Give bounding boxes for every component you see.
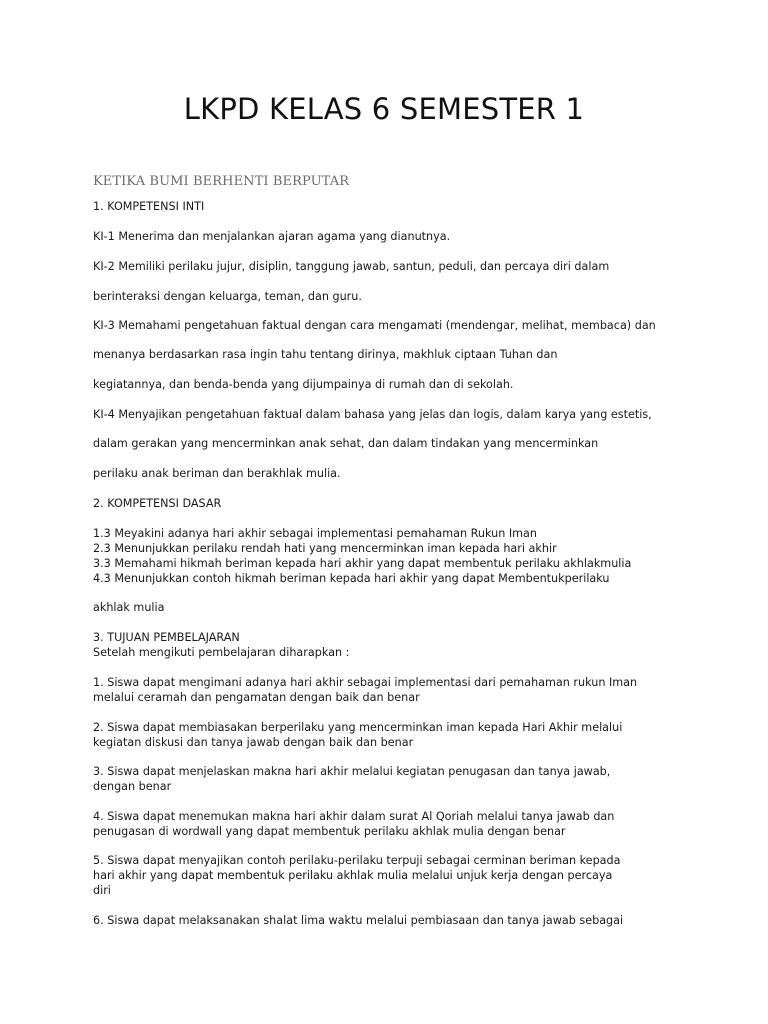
- text-line: 6. Siswa dapat melaksanakan shalat lima waktu melalui pembiasaan dan tanya jawab sebagai: [93, 914, 624, 927]
- text-line: KI-2 Memiliki perilaku jujur, disiplin, tanggung jawab, santun, peduli, dan percaya diri dalam: [93, 260, 610, 273]
- text-line: KI-3 Memahami pengetahuan faktual dengan cara mengamati (mendengar, melihat, membaca) dan: [93, 319, 656, 332]
- text-line: menanya berdasarkan rasa ingin tahu tentang dirinya, makhluk ciptaan Tuhan dan: [93, 348, 558, 361]
- text-line: 5. Siswa dapat menyajikan contoh perilaku-perilaku terpuji sebagai cerminan beriman kepada: [93, 854, 621, 867]
- text-line: perilaku anak beriman dan berakhlak mulia.: [93, 467, 341, 480]
- text-line: 4.3 Menunjukkan contoh hikmah beriman kepada hari akhir yang dapat Membentukperilaku: [93, 572, 610, 585]
- text-line: berinteraksi dengan keluarga, teman, dan guru.: [93, 290, 362, 303]
- page-title: LKPD KELAS 6 SEMESTER 1: [183, 92, 585, 126]
- text-line: dalam gerakan yang mencerminkan anak sehat, dan dalam tindakan yang mencerminkan: [93, 437, 599, 450]
- text-line: 1.3 Meyakini adanya hari akhir sebagai implementasi pemahaman Rukun Iman: [93, 527, 537, 540]
- text-line: KI-4 Menyajikan pengetahuan faktual dalam bahasa yang jelas dan logis, dalam karya yang estetis,: [93, 408, 652, 421]
- section-heading: 1. KOMPETENSI INTI: [93, 200, 205, 213]
- section-heading: 2. KOMPETENSI DASAR: [93, 497, 222, 510]
- text-line: diri: [93, 884, 111, 897]
- text-line: dengan benar: [93, 780, 172, 793]
- text-line: akhlak mulia: [93, 601, 165, 614]
- text-line: hari akhir yang dapat membentuk perilaku akhlak mulia melalui unjuk kerja dengan percaya: [93, 869, 613, 882]
- text-line: 2. Siswa dapat membiasakan berperilaku yang mencerminkan iman kepada Hari Akhir melalui: [93, 721, 623, 734]
- text-line: penugasan di wordwall yang dapat membentuk perilaku akhlak mulia dengan benar: [93, 825, 566, 838]
- section-heading: 3. TUJUAN PEMBELAJARAN: [93, 631, 240, 644]
- text-line: Setelah mengikuti pembelajaran diharapkan :: [93, 646, 350, 659]
- text-line: 4. Siswa dapat menemukan makna hari akhir dalam surat Al Qoriah melalui tanya jawab dan: [93, 810, 615, 823]
- document-subtitle: KETIKA BUMI BERHENTI BERPUTAR: [93, 174, 350, 189]
- text-line: KI-1 Menerima dan menjalankan ajaran agama yang dianutnya.: [93, 230, 451, 243]
- text-line: melalui ceramah dan pengamatan dengan baik dan benar: [93, 691, 420, 704]
- text-line: 2.3 Menunjukkan perilaku rendah hati yang mencerminkan iman kepada hari akhir: [93, 542, 557, 555]
- text-line: 3. Siswa dapat menjelaskan makna hari akhir melalui kegiatan penugasan dan tanya jawab,: [93, 765, 611, 778]
- text-line: kegiatan diskusi dan tanya jawab dengan baik dan benar: [93, 736, 414, 749]
- text-line: kegiatannya, dan benda-benda yang dijumpainya di rumah dan di sekolah.: [93, 378, 514, 391]
- text-line: 1. Siswa dapat mengimani adanya hari akhir sebagai implementasi dari pemahaman rukun Iman: [93, 676, 638, 689]
- text-line: 3.3 Memahami hikmah beriman kepada hari akhir yang dapat membentuk perilaku akhlakmulia: [93, 557, 632, 570]
